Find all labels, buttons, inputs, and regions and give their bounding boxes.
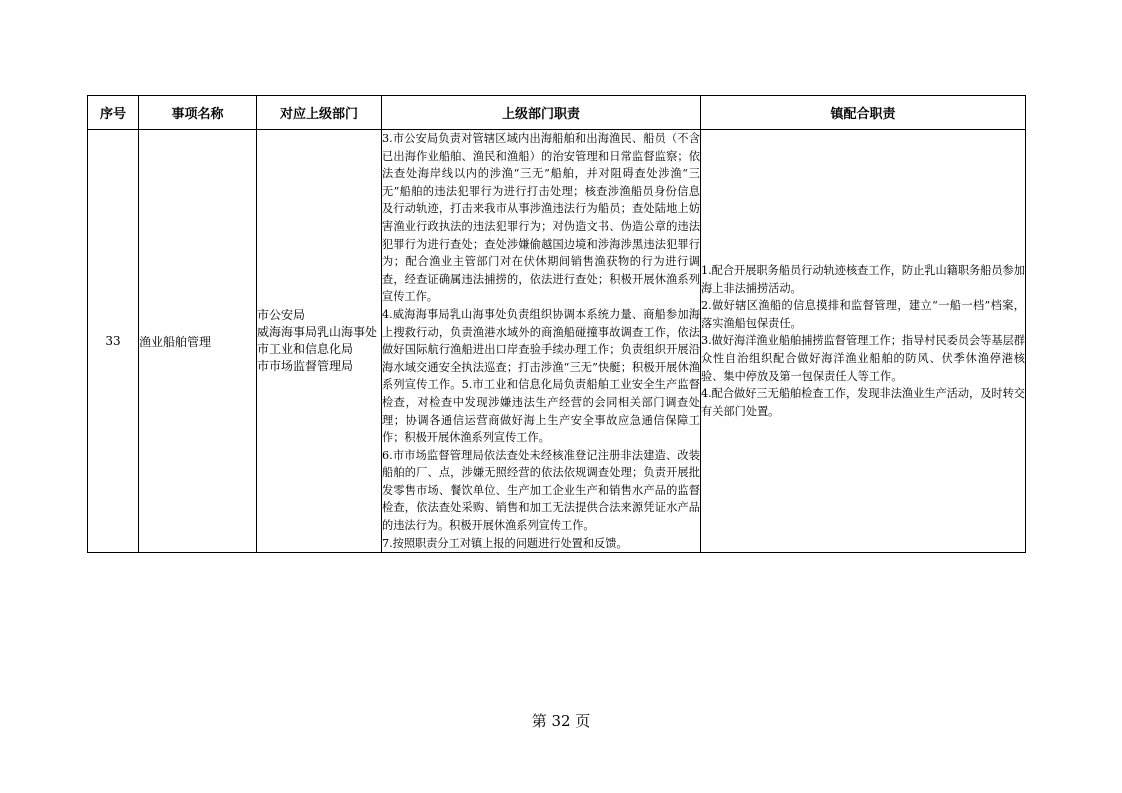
header-item-name: 事项名称	[139, 96, 257, 130]
row-item-name: 渔业船舶管理	[139, 130, 257, 553]
table-row	[88, 130, 1026, 553]
row-departments	[257, 130, 382, 553]
town-duty-paragraph: 1.配合开展职务船员行动轨迹核查工作，防止乳山籍职务船员参加海上非法捕捞活动。	[701, 263, 1025, 295]
town-duty-paragraph: 3.做好海洋渔业船舶捕捞监督管理工作；指导村民委员会等基层群众性自治组织配合做好海洋渔业船舶的防风、伏季休渔停港核验、集中停放及第一包保责任人等工作。	[701, 334, 1025, 383]
town-duty-paragraph: 2.做好辖区渔船的信息摸排和监督管理，建立“一船一档”档案，落实渔船包保责任。	[701, 299, 1025, 330]
header-superior-department: 对应上级部门	[257, 96, 382, 130]
page-number: 第 32 页	[531, 712, 591, 730]
department-line: 威海海事局乳山海事处	[257, 325, 378, 340]
duty-paragraph: 3.市公安局负责对管辖区域内出海船舶和出海渔民、船员（不含已出海作业船舶、渔民和渔船）的治安管理和日常监督监察；依法查处海岸线以内的涉渔“三无”船舶，并对阻碍查处涉渔“三无”船舶的违法犯罪行为进行打击处理；核查涉渔船员身份信息及行动轨迹，打击来我市从事涉渔违法行为船员；查处陆地上妨害渔业行政执法的违法犯罪行为；对伪造文书、伪造公章的违法犯罪行为进行查处；查处涉嫌偷越国边境和涉海涉黑违法犯罪行为；配合渔业主管部门对在伏休期间销售渔获物的行为进行调查，经查证确属违法捕捞的，依法进行查处；积极开展休渔系列宣传工作。	[382, 132, 700, 304]
responsibility-table	[87, 95, 1026, 553]
row-town-duties	[701, 130, 1026, 553]
header-superior-duties: 上级部门职责	[382, 96, 701, 130]
duty-paragraph: 4.威海海事局乳山海事处负责组织协调本系统力量、商船参加海上搜救行动，负责渔港水域外的商渔船碰撞事故调查工作，依法做好国际航行渔船进出口岸查验手续办理工作；负责组织开展沿海水域交通安全执法巡查；打击涉渔“三无”快艇；积极开展休渔系列宣传工作。5.市工业和信息化局负责船舶工业安全生产监督检查，对检查中发现涉嫌违法生产经营的会同相关部门调查处理；协调各通信运营商做好海上生产安全事故应急通信保障工作；积极开展休渔系列宣传工作。	[382, 307, 700, 445]
header-town-duties: 镇配合职责	[701, 96, 1026, 130]
department-line: 市公安局	[257, 308, 306, 323]
table-header-row	[88, 96, 1026, 130]
duty-paragraph: 7.按照职责分工对镇上报的问题进行处置和反馈。	[382, 536, 628, 550]
town-duty-paragraph: 4.配合做好三无船舶检查工作，发现非法渔业生产活动，及时转交有关部门处置。	[701, 387, 1025, 418]
duty-paragraph: 6.市市场监督管理局依法查处未经核准登记注册非法建造、改装船舶的厂、点，涉嫌无照经营的依法依规调查处理；负责开展批发零售市场、餐饮单位、生产加工企业生产和销售水产品的监督检查，依法查处采购、销售和加工无法提供合法来源凭证水产品的违法行为。积极开展休渔系列宣传工作。	[382, 448, 700, 533]
department-line: 市市场监督管理局	[257, 359, 354, 374]
row-superior-duties	[382, 130, 701, 553]
row-number: 33	[88, 130, 139, 553]
department-line: 市工业和信息化局	[257, 342, 354, 357]
header-number: 序号	[88, 96, 139, 130]
